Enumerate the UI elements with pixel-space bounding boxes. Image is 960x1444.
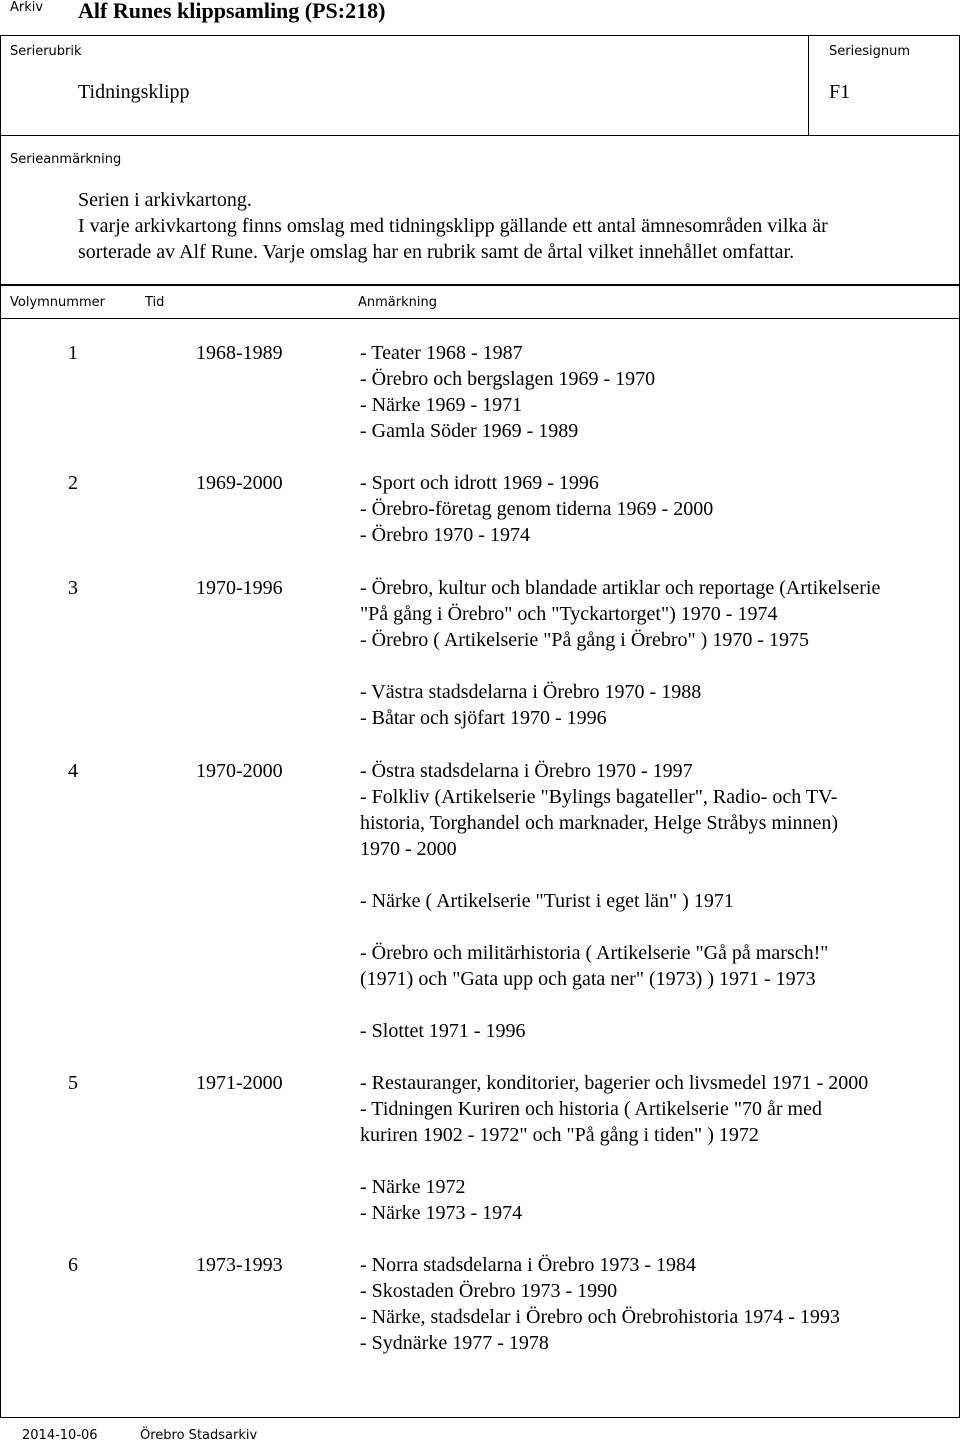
column-header-tid: Tid: [145, 295, 165, 310]
volume-note: - Västra stadsdelarna i Örebro 1970 - 1988 - Båtar och sjöfart 1970 - 1996: [360, 681, 702, 729]
table-header-divider: [0, 318, 960, 319]
series-rubrik-value: Tidningsklipp: [78, 81, 190, 103]
volume-tid: 1970-2000: [196, 760, 283, 782]
volume-tid: 1971-2000: [196, 1072, 283, 1094]
volume-note: - Restauranger, konditorier, bagerier och livsmedel 1971 - 2000 - Tidningen Kuriren och historia ( Artikelserie "70 år med kuriren 1902 - 1972" och "På gång i tiden" ) 1972: [360, 1072, 869, 1146]
volume-number: 6: [68, 1254, 78, 1276]
page-title: Alf Runes klippsamling (PS:218): [78, 0, 386, 23]
series-signum-value: F1: [829, 81, 851, 103]
volume-tid: 1970-1996: [196, 577, 283, 599]
series-rubrik-label: Serierubrik: [10, 44, 82, 59]
volume-note: - Närke ( Artikelserie "Turist i eget län" ) 1971: [360, 890, 734, 912]
volume-tid: 1969-2000: [196, 472, 283, 494]
volume-number: 5: [68, 1072, 78, 1094]
volume-note: - Norra stadsdelarna i Örebro 1973 - 1984 - Skostaden Örebro 1973 - 1990 - Närke, stadsdelar i Örebro och Örebrohistoria 1974 - 1993 - Sydnärke 1977 - 1978: [360, 1254, 840, 1354]
series-anmarkning-label: Serieanmärkning: [10, 152, 122, 167]
volume-note: - Närke 1972 - Närke 1973 - 1974: [360, 1176, 523, 1224]
volume-number: 4: [68, 760, 78, 782]
volume-note: - Slottet 1971 - 1996: [360, 1020, 526, 1042]
series-anmarkning-text: Serien i arkivkartong. I varje arkivkartong finns omslag med tidningsklipp gällande ett antal ämnesområden vilka är sorterade av Alf Rune. Varje omslag har en rubrik samt de årtal vilket innehållet omfattar.: [78, 189, 828, 263]
volume-note: - Teater 1968 - 1987 - Örebro och bergslagen 1969 - 1970 - Närke 1969 - 1971 - Gamla Söder 1969 - 1989: [360, 342, 656, 442]
volume-note: - Örebro och militärhistoria ( Artikelserie "Gå på marsch!" (1971) och "Gata upp och gata ner" (1973) ) 1971 - 1973: [360, 942, 829, 990]
volume-number: 1: [68, 342, 78, 364]
volume-tid: 1968-1989: [196, 342, 283, 364]
volume-tid: 1973-1993: [196, 1254, 283, 1276]
column-header-anmarkning: Anmärkning: [358, 295, 437, 310]
volume-number: 3: [68, 577, 78, 599]
footer-date: 2014-10-06: [22, 1428, 98, 1443]
footer-archive: Örebro Stadsarkiv: [140, 1428, 258, 1443]
volume-note: - Örebro, kultur och blandade artiklar och reportage (Artikelserie "På gång i Örebro" och "Tyckartorget") 1970 - 1974 - Örebro ( Artikelserie "På gång i Örebro" ) 1970 - 1975: [360, 577, 881, 651]
archive-label: Arkiv: [10, 0, 44, 15]
volume-number: 2: [68, 472, 78, 494]
volume-note: - Sport och idrott 1969 - 1996 - Örebro-företag genom tiderna 1969 - 2000 - Örebro 1970 - 1974: [360, 472, 714, 546]
series-signum-label: Seriesignum: [829, 44, 910, 59]
series-divider-vertical: [808, 35, 809, 135]
volume-note: - Östra stadsdelarna i Örebro 1970 - 1997 - Folkliv (Artikelserie "Bylings bagateller", Radio- och TV- historia, Torghandel och marknader, Helge Stråbys minnen) 1970 - 2000: [360, 760, 839, 860]
series-divider-horizontal: [0, 135, 960, 136]
column-header-volymnummer: Volymnummer: [10, 295, 105, 310]
